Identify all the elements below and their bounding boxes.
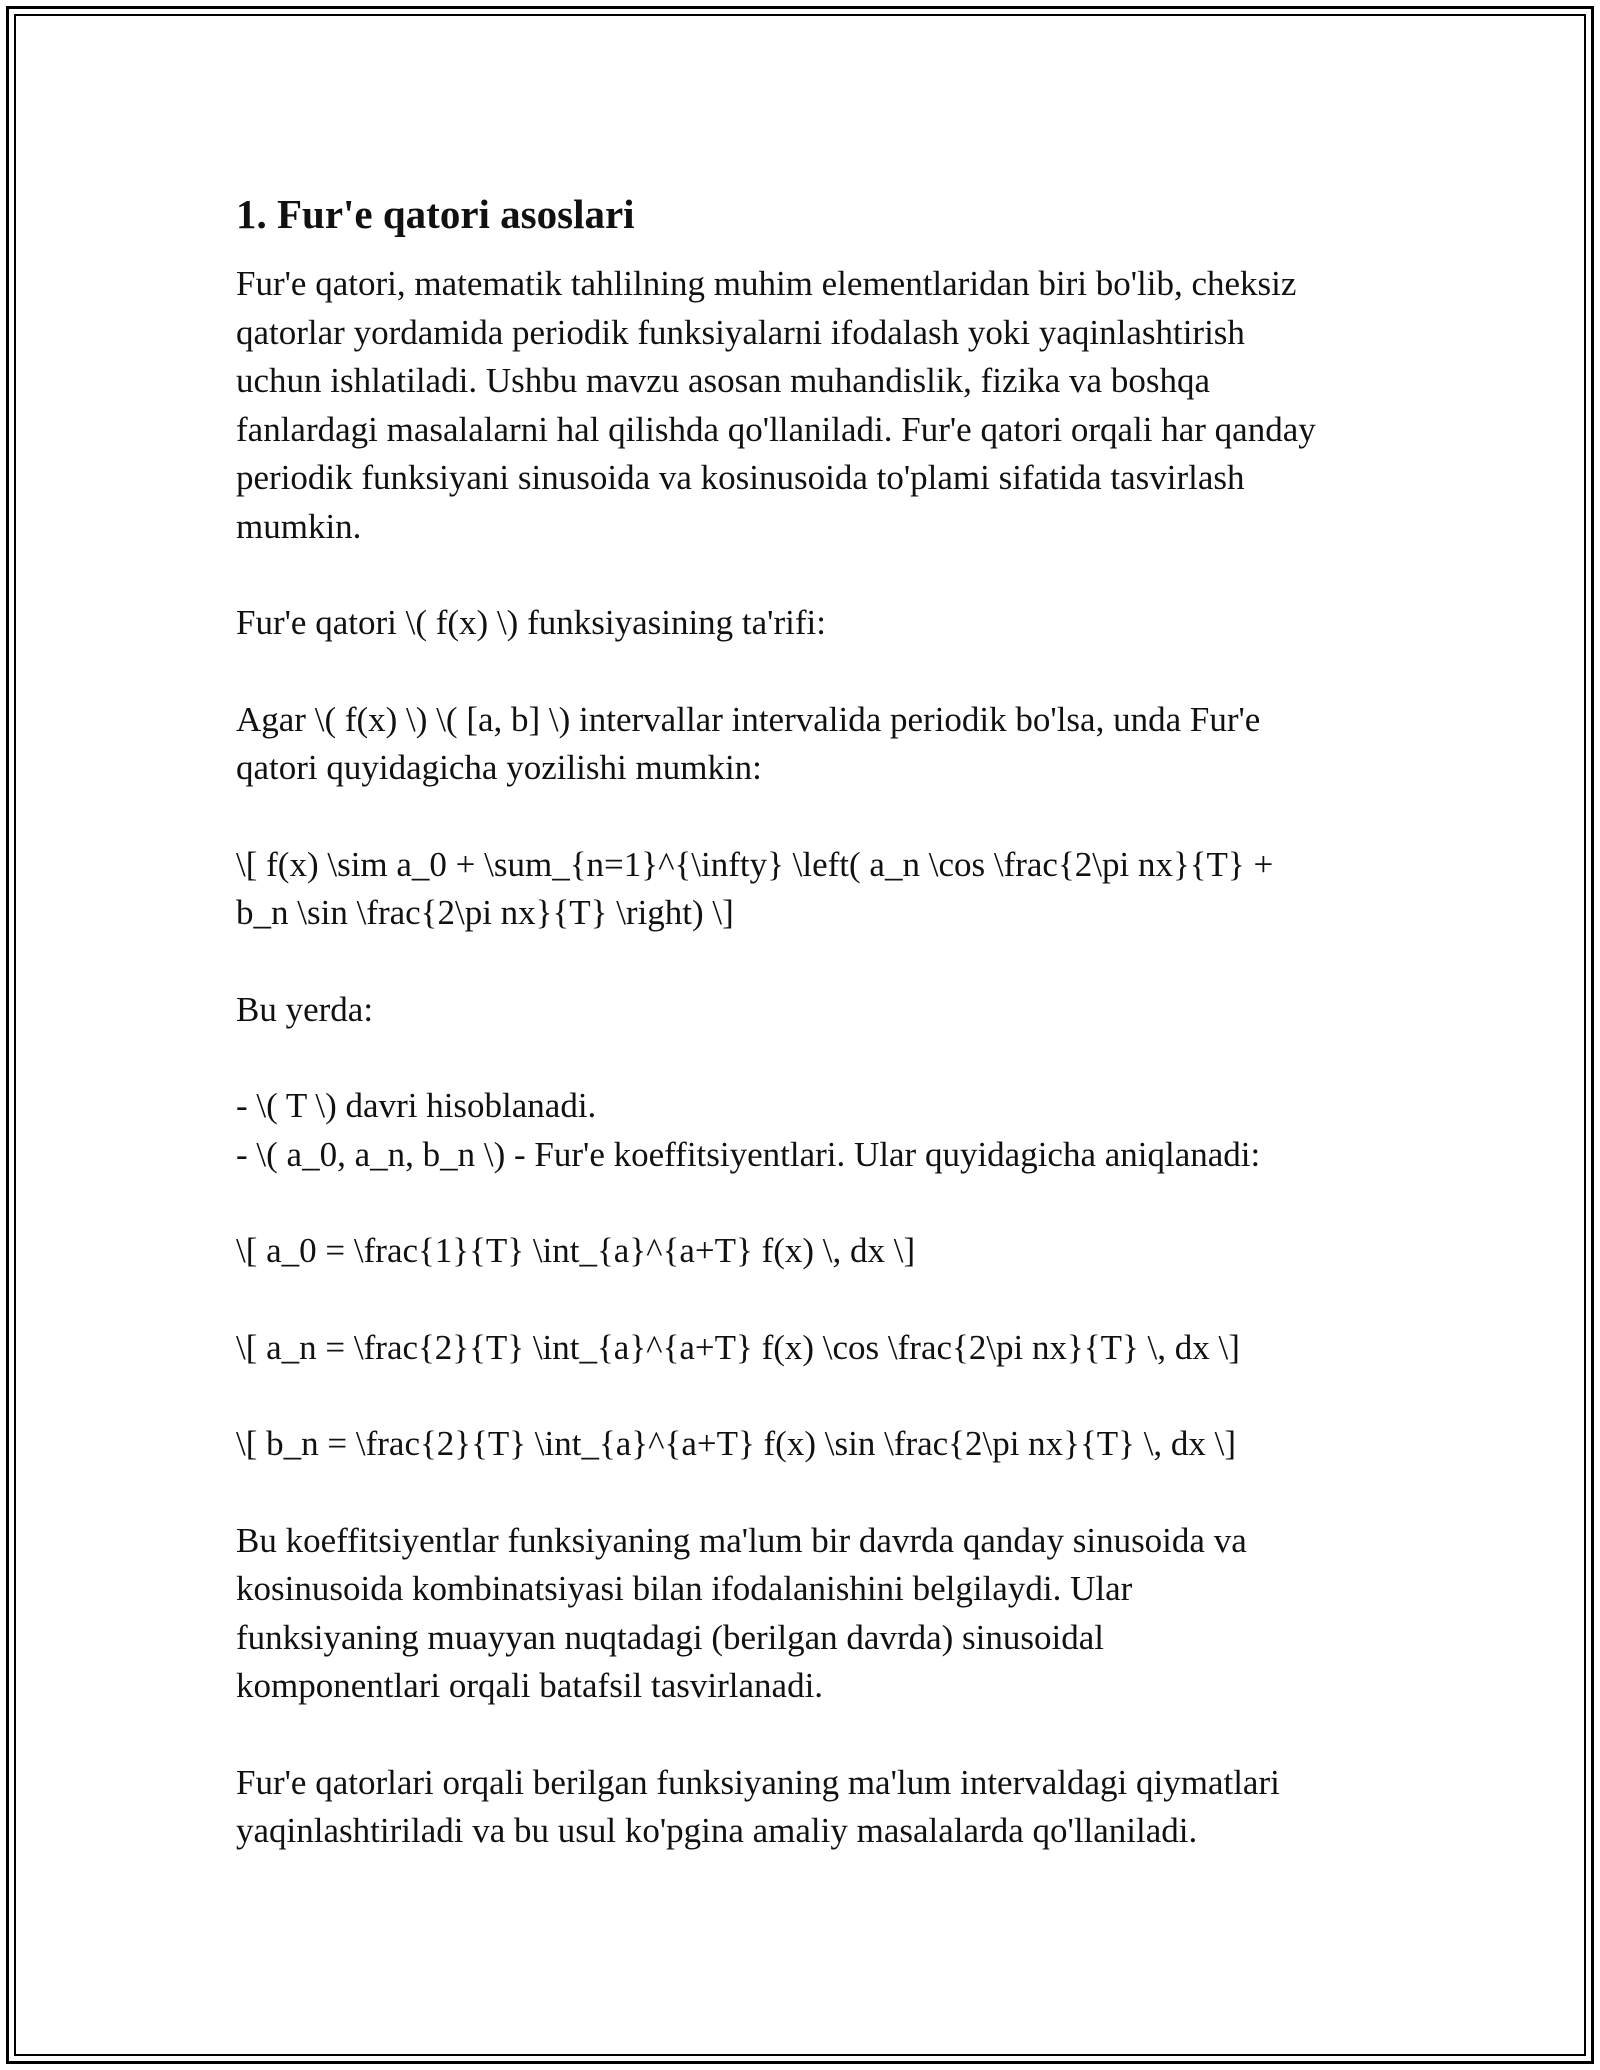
explanation-paragraph: Bu koeffitsiyentlar funksiyaning ma'lum bir davrda qanday sinusoida va kosinusoida kombinatsiyasi bilan ifodalanishini belgilaydi. Ular funksiyaning muayyan nuqtadagi (berilgan davrda) sinusoidal komponentlari orqali batafsil tasvirlanadi. <box>236 1520 1247 1705</box>
definition-paragraph: Fur'e qatori \( f(x) \) funksiyasining ta'rifi: <box>236 603 826 642</box>
intro-paragraph: Fur'e qatori, matematik tahlilning muhim elementlaridan biri bo'lib, cheksiz qatorlar yordamida periodik funksiyalarni ifodalash yoki yaqinlashtirish uchun ishlatiladi. Ushbu mavzu asosan muhandislik, fizika va boshqa fanlardagi masalalarni hal qilishda qo'llaniladi. Fur'e qatori orqali har qanday periodik funksiyani sinusoida va kosinusoida to'plami sifatida tasvirlash mumkin. <box>236 264 1316 546</box>
definitions-list <box>236 1082 1376 1179</box>
list-item-period: - \( T \) davri hisoblanadi. <box>236 1086 597 1125</box>
series-formula: \[ f(x) \sim a_0 + \sum_{n=1}^{\infty} \left( a_n \cos \frac{2\pi nx}{T} + b_n \sin \frac{2\pi nx}{T} \right) \] <box>236 844 1274 932</box>
conclusion-paragraph: Fur'e qatorlari orqali berilgan funksiyaning ma'lum intervaldagi qiymatlari yaqinlashtiriladi va bu usul ko'pgina amaliy masalalarda qo'llaniladi. <box>236 1762 1280 1850</box>
list-item-coefficients: - \( a_0, a_n, b_n \) - Fur'e koeffitsiyentlari. Ular quyidagicha aniqlanadi: <box>236 1134 1261 1174</box>
formula-bn: \[ b_n = \frac{2}{T} \int_{a}^{a+T} f(x) \sin \frac{2\pi nx}{T} \, dx \] <box>236 1424 1237 1463</box>
section-heading: 1. Fur'e qatori asoslari <box>236 191 635 237</box>
formula-a0: \[ a_0 = \frac{1}{T} \int_{a}^{a+T} f(x) \, dx \] <box>236 1231 916 1270</box>
condition-paragraph: Agar \( f(x) \) \( [a, b] \) intervallar intervalida periodik bo'lsa, unda Fur'e qatori quyidagicha yozilishi mumkin: <box>236 699 1261 787</box>
formula-an: \[ a_n = \frac{2}{T} \int_{a}^{a+T} f(x) \cos \frac{2\pi nx}{T} \, dx \] <box>236 1327 1240 1367</box>
document-body <box>236 186 1376 1904</box>
where-label: Bu yerda: <box>236 989 374 1029</box>
